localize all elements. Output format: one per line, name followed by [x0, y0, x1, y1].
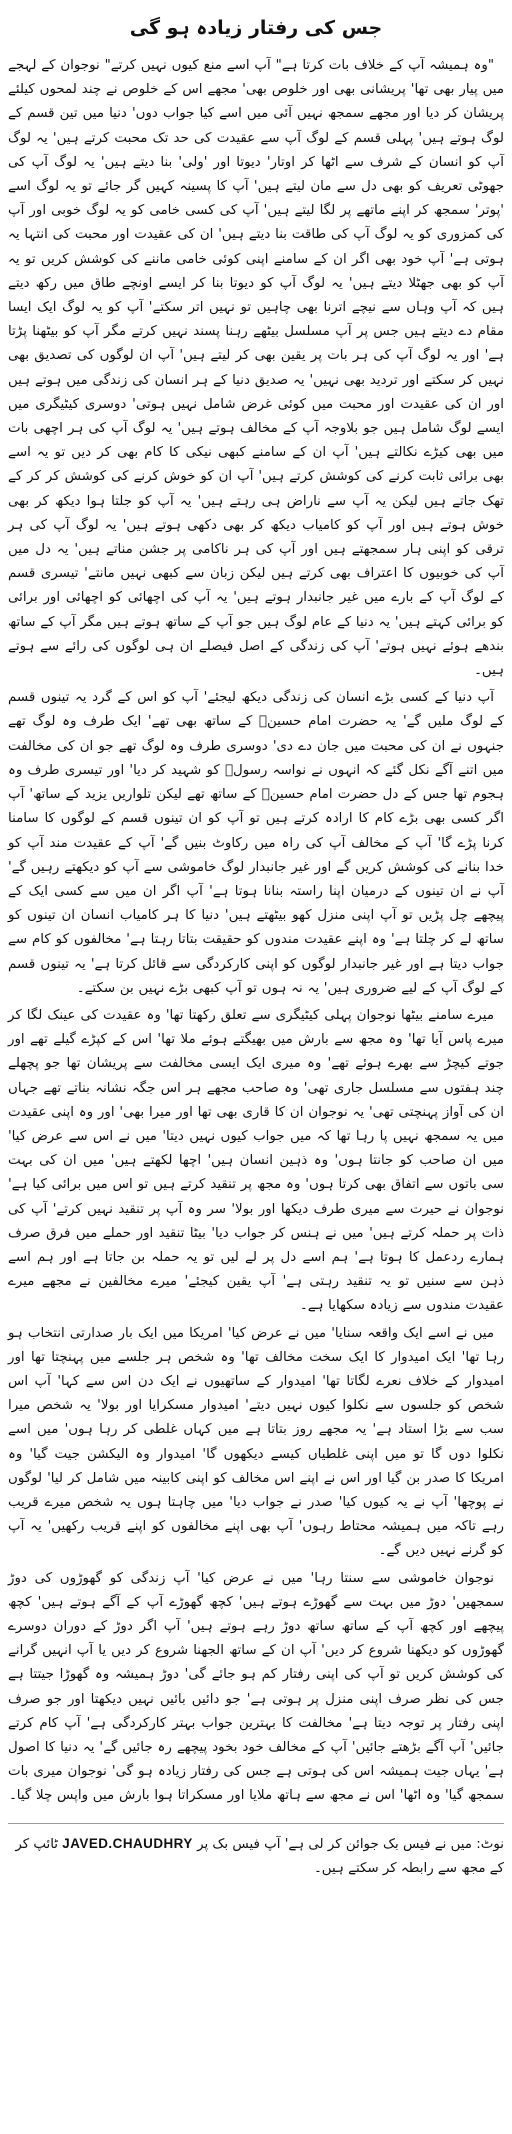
- column-body: [8, 54, 504, 1809]
- paragraph-4: میں نے اسے ایک واقعہ سنایا' میں نے عرض کیا' امریکا میں ایک بار صدارتی انتخاب ہو رہا تھا' ایک امیدوار کا ایک سخت مخالف تھا' وہ شخص ہر جلسے میں پہنچتا تھا اور امیدوار کے خلاف نعرے لگاتا تھا' امیدوار کے ساتھیوں نے ایک دن اس سے کہا' آپ اس شخص کو جلسوں سے نکلوا کیوں نہیں دیتے' امیدوار مسکرایا اور بولا' یہ شخص میرا سب سے بڑا استاد ہے' یہ مجھے روز بتاتا ہے میں کہاں غلطی کر رہا ہوں' میں اسے نکلوا دوں گا تو میں اپنی غلطیاں کیسے دیکھوں گا' امیدوار وہ الیکشن جیت گیا' وہ امریکا کا صدر بن گیا اور اس نے اپنے اس مخالف کو اپنی کابینہ میں شامل کر لیا' لوگوں نے پوچھا' آپ نے یہ کیوں کیا' صدر نے جواب دیا' میں چاہتا ہوں یہ شخص میرے قریب رہے تاکہ میں ہمیشہ محتاط رہوں' آپ بھی اپنے مخالفوں کو اپنے قریب رکھیں' یہ آپ کو گرنے نہیں دیں گے۔: [8, 1325, 504, 1559]
- note-divider: [8, 1823, 504, 1824]
- note-suffix: ٹائپ کر کے مجھ سے رابطہ کر سکتے ہیں۔: [15, 1836, 504, 1876]
- paragraph-2: آپ دنیا کے کسی بڑے انسان کی زندگی دیکھ لیجئے' آپ کو اس کے گرد یہ تینوں قسم کے لوگ ملیں گے' یہ حضرت امام حسینؓ کے ساتھ بھی تھے' ایک طرف وہ لوگ تھے جنہوں نے ان کی محبت میں جان دے دی' دوسری طرف وہ لوگ تھے جو ان کی مخالفت میں اتنے آگے نکل گئے کہ انہوں نے نواسہ رسولؐ کو شہید کر دیا' اور تیسری طرف وہ ہجوم تھا جس کے دل حضرت امام حسینؓ کے ساتھ تھے لیکن تلواریں یزید کے ساتھ' آپ اگر کسی بھی بڑے کام کا ارادہ کرتے ہیں تو آپ کو ان تینوں قسم کے لوگوں کا سامنا کرنا پڑے گا' آپ کے مخالف آپ کی راہ میں رکاوٹ بنیں گے' آپ کے عقیدت مند آپ کو خدا بنانے کی کوشش کریں گے اور غیر جانبدار لوگ خاموشی سے آپ کو دیکھتے رہیں گے' آپ نے ان تینوں کے درمیان اپنا راستہ بنانا ہوتا ہے' آپ اگر ان میں سے کسی ایک کے پیچھے چل پڑیں تو آپ اپنی منزل کھو بیٹھتے ہیں' دنیا کا ہر کامیاب انسان ان تینوں کو ساتھ لے کر چلتا ہے' وہ اپنے عقیدت مندوں کو حقیقت بتاتا رہتا ہے' مخالفوں کو کام سے جواب دیتا ہے اور غیر جانبدار لوگوں کو اپنی کارکردگی سے قائل کرتا ہے' یہ تینوں قسم کے لوگ آپ کے لیے ضروری ہیں' یہ نہ ہوں تو آپ کبھی بڑے نہیں بن سکتے۔: [8, 690, 504, 996]
- paragraph-1: "وہ ہمیشہ آپ کے خلاف بات کرتا ہے" آپ اسے منع کیوں نہیں کرتے" نوجوان کے لہجے میں پیار بھی تھا' پریشانی بھی اور خلوص بھی' مجھے اس کے خلوص نے چند لمحوں کیلئے پریشان کر دیا اور مجھے سمجھ نہیں آئی میں اسے کیا جواب دوں' دنیا میں تین قسم کے لوگ ہوتے ہیں' پہلی قسم کے لوگ آپ سے عقیدت کی حد تک محبت کرتے ہیں' یہ لوگ آپ کو انسان کے شرف سے اٹھا کر اوتار' دیوتا اور 'ولی' بنا دیتے ہیں' یہ لوگ آپ کی جھوٹی تعریف کو بھی دل سے مان لیتے ہیں' آپ کا پسینہ کہیں گر جائے تو یہ لوگ اسے 'پوتر' سمجھ کر اپنے ماتھے پر لگا لیتے ہیں' آپ کی کسی خامی کو یہ لوگ خوبی اور آپ کی کمزوری کو یہ لوگ آپ کی طاقت بنا دیتے ہیں' ان کی عقیدت اور محبت کی انتہا یہ ہوتی ہے' آپ خود بھی اگر ان کے سامنے اپنی کوئی خامی ماننے کی کوشش کریں تو یہ آپ کو بھی جھٹلا دیتے ہیں' یہ لوگ آپ کو دیوتا بنا کر ایسے اونچے طاق میں رکھ دیتے ہیں کہ آپ وہاں سے نیچے اترنا بھی چاہیں تو نہیں اتر سکتے' آپ کو یہ لوگ ایک ایسا مقام دے دیتے ہیں جس پر آپ مسلسل بیٹھے رہنا پسند نہیں کرتے مگر آپ کو بیٹھنا پڑتا ہے' اور یہ لوگ آپ کی ہر بات پر یقین بھی کر لیتے ہیں' آپ ان لوگوں کی تصدیق بھی نہیں کر سکتے اور تردید بھی نہیں' یہ صدیق دنیا کے ہر انسان کی زندگی میں ہوتے ہیں اور ان کی عقیدت اور محبت میں کوئی غرض شامل نہیں ہوتی' دوسری کیٹیگری میں ایسے لوگ شامل ہیں جو بلاوجہ آپ کے مخالف ہوتے ہیں' یہ لوگ آپ کی ہر اچھی بات میں بھی کیڑے نکالتے ہیں' آپ ان کے سامنے کبھی نیکی کا کام بھی کر دیں تو یہ اسے بھی برائی ثابت کرنے کی کوشش کرتے ہیں' آپ ان کو خوش کرنے کی کوشش کر کر کے تھک جاتے ہیں لیکن یہ آپ سے ناراض ہی رہتے ہیں' یہ آپ کو جلتا ہوا دیکھ کر بھی خوش ہوتے ہیں اور آپ کو کامیاب دیکھ کر بھی دکھی ہوتے ہیں' یہ لوگ آپ کی ہر ترقی کو اپنی ہار سمجھتے ہیں اور آپ کی ہر ناکامی پر جشن مناتے ہیں' یہ دل میں آپ کی خوبیوں کا اعتراف بھی کرتے ہیں لیکن زبان سے کبھی نہیں مانتے' تیسری قسم کے لوگ آپ کے بارے میں غیر جانبدار ہوتے ہیں' یہ آپ کی اچھائی کو اچھائی اور برائی کو برائی کہتے ہیں' یہ دنیا کے عام لوگ ہیں جو آپ کے ساتھ ہوتے ہیں مگر آپ کے ساتھ بندھے ہوئے نہیں ہوتے' آپ کی زندگی کے اصل فیصلے ان ہی لوگوں کی رائے سے ہوتے ہیں۔: [8, 58, 504, 679]
- footer-note: [8, 1832, 504, 1881]
- paragraph-5: نوجوان خاموشی سے سنتا رہا' میں نے عرض کیا' آپ زندگی کو گھوڑوں کی دوڑ سمجھیں' دوڑ میں بہت سے گھوڑے ہوتے ہیں' کچھ گھوڑے آپ کے آگے ہوتے ہیں' کچھ پیچھے اور کچھ آپ کے ساتھ ساتھ دوڑ رہے ہوتے ہیں' آپ اگر دوڑ کے دوران دوسرے گھوڑوں کو دیکھنا شروع کر دیں' آپ ان کے ساتھ الجھنا شروع کر دیں یا آپ انہیں گرانے کی کوشش کریں تو آپ کی اپنی رفتار کم ہو جائے گی' دوڑ ہمیشہ وہ گھوڑا جیتتا ہے جس کی نظر صرف اپنی منزل پر ہوتی ہے' جو دائیں بائیں نہیں دیکھتا اور جو صرف اپنی رفتار پر توجہ دیتا ہے' مخالفت کا بہترین جواب بہتر کارکردگی ہے' آپ کام کرتے جائیں' آپ آگے بڑھتے جائیں' آپ کے مخالف خود بخود پیچھے رہ جائیں گے' یہ دنیا کا اصول ہے' یہاں جیت ہمیشہ اس کی ہوتی ہے جس کی رفتار زیادہ ہو گی' نوجوان میری بات سمجھ گیا' وہ اٹھا' اس نے مجھ سے ہاتھ ملایا اور مسکراتا ہوا بارش میں واپس چلا گیا۔: [8, 1570, 504, 1804]
- facebook-handle: JAVED.CHAUDHRY: [62, 1835, 193, 1851]
- note-prefix: نوٹ: میں نے فیس بک جوائن کر لی ہے' آپ فیس بک پر: [197, 1836, 504, 1852]
- column-headline: جس کی رفتار زیادہ ہو گی: [129, 17, 383, 39]
- paragraph-3: میرے سامنے بیٹھا نوجوان پہلی کیٹیگری سے تعلق رکھتا تھا' وہ عقیدت کی عینک لگا کر میرے پاس آیا تھا' وہ مجھ سے بارش میں بھیگتے ہوئے ملا تھا' اس کے کپڑے گیلے تھے اور جوتے کیچڑ سے بھرے ہوئے تھے' وہ میری ایک ایسی مخالفت سے پریشان تھا جو پچھلے چند ہفتوں سے مسلسل جاری تھی' وہ صاحب مجھے ہر اس جگہ نشانہ بناتے تھے جہاں ان کی آواز پہنچتی تھی' یہ نوجوان ان کا قاری بھی تھا اور میرا بھی' اور وہ اپنی عقیدت میں یہ سمجھ نہیں پا رہا تھا کہ میں جواب کیوں نہیں دیتا' میں نے اس سے عرض کیا' میں ان صاحب کو جانتا ہوں' وہ ذہین انسان ہیں' اچھا لکھتے ہیں' میں ان کی بہت سی باتوں سے اتفاق بھی کرتا ہوں' وہ مجھ پر تنقید کرتے ہیں تو اس میں برائی کیا ہے' نوجوان نے حیرت سے میری طرف دیکھا اور بولا' سر وہ آپ پر تنقید نہیں کرتے' آپ کی ذات پر حملہ کرتے ہیں' میں نے ہنس کر جواب دیا' بیٹا تنقید اور حملے میں فرق صرف ہمارے ردعمل کا ہوتا ہے' ہم اسے دل پر لے لیں تو یہ حملہ بن جاتا ہے اور ہم اسے ذہن سے سنیں تو یہ تنقید رہتی ہے' آپ یقین کیجئے' میرے مخالفین نے مجھے میرے عقیدت مندوں سے زیادہ سکھایا ہے۔: [8, 1007, 504, 1314]
